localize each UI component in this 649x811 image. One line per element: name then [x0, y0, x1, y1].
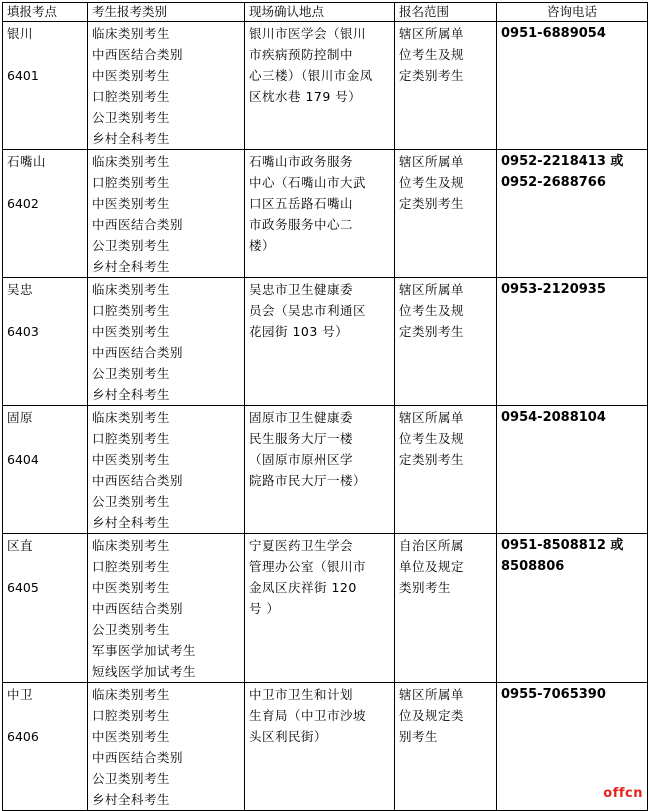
category-item: 中西医结合类别: [92, 47, 184, 62]
phone-number: 0952-2688766: [501, 175, 606, 190]
table-row: [3, 150, 648, 278]
phone-number: 0954-2088104: [501, 410, 606, 425]
table-row: [3, 406, 648, 534]
category-item: 乡村全科考生: [92, 515, 171, 530]
table-row: [3, 534, 648, 683]
address-line: 头区利民街）: [249, 729, 328, 744]
site-name: 固原: [7, 410, 34, 425]
category-item: 口腔类别考生: [92, 175, 171, 190]
category-item: 中医类别考生: [92, 452, 171, 467]
scope-line: 辖区所属单: [399, 410, 465, 425]
category-item: 乡村全科考生: [92, 792, 171, 807]
address-cell: [245, 534, 395, 683]
category-cell: [88, 150, 245, 278]
category-item: 公卫类别考生: [92, 771, 171, 786]
table-header-row: [3, 3, 648, 22]
address-line: 固原市卫生健康委: [249, 410, 354, 425]
category-item: 临床类别考生: [92, 538, 171, 553]
site-code: 6405: [7, 580, 39, 595]
category-cell: [88, 534, 245, 683]
address-line: 市政务服务中心二: [249, 217, 354, 232]
phone-number: 0951-6889054: [501, 26, 606, 41]
scope-cell: [395, 22, 497, 150]
phone-cell: [497, 278, 648, 406]
category-item: 公卫类别考生: [92, 110, 171, 125]
phone-number: 0951-8508812 或: [501, 538, 624, 553]
address-line: 石嘴山市政务服务: [249, 154, 354, 169]
category-item: 临床类别考生: [92, 26, 171, 41]
category-cell: [88, 683, 245, 811]
address-line: 口区五岳路石嘴山: [249, 196, 354, 211]
category-item: 口腔类别考生: [92, 559, 171, 574]
category-item: 临床类别考生: [92, 282, 171, 297]
scope-line: 定类别考生: [399, 452, 465, 467]
address-line: 市疾病预防控制中: [249, 47, 354, 62]
category-item: 中西医结合类别: [92, 217, 184, 232]
address-line: 民生服务大厅一楼: [249, 431, 354, 446]
scope-cell: [395, 534, 497, 683]
category-item: 临床类别考生: [92, 410, 171, 425]
scope-line: 位及规定类: [399, 708, 465, 723]
category-item: 军事医学加试考生: [92, 643, 197, 658]
table-row: [3, 22, 648, 150]
phone-number: 0952-2218413 或: [501, 154, 624, 169]
phone-cell: [497, 534, 648, 683]
site-name: 吴忠: [7, 282, 34, 297]
scope-line: 位考生及规: [399, 431, 465, 446]
phone-cell: [497, 22, 648, 150]
category-item: 乡村全科考生: [92, 131, 171, 146]
scope-line: 别考生: [399, 729, 439, 744]
site-cell: [3, 150, 88, 278]
scope-cell: [395, 406, 497, 534]
site-cell: [3, 278, 88, 406]
category-item: 中西医结合类别: [92, 601, 184, 616]
category-item: 中医类别考生: [92, 196, 171, 211]
scope-line: 类别考生: [399, 580, 452, 595]
category-item: 中西医结合类别: [92, 473, 184, 488]
table-body: [3, 22, 648, 811]
scope-line: 定类别考生: [399, 68, 465, 83]
header-address: 现场确认地点: [245, 3, 395, 22]
address-cell: [245, 150, 395, 278]
exam-site-table: [2, 2, 648, 811]
header-scope: 报名范围: [395, 3, 497, 22]
offcn-watermark: offcn: [603, 786, 643, 801]
address-line: 楼）: [249, 238, 276, 253]
category-item: 口腔类别考生: [92, 708, 171, 723]
table-row: [3, 683, 648, 811]
address-cell: [245, 683, 395, 811]
site-code: 6403: [7, 324, 39, 339]
category-item: 中西医结合类别: [92, 345, 184, 360]
address-line: 员会（吴忠市利通区: [249, 303, 367, 318]
scope-line: 位考生及规: [399, 303, 465, 318]
category-cell: [88, 22, 245, 150]
category-item: 临床类别考生: [92, 154, 171, 169]
address-line: 生育局（中卫市沙坡: [249, 708, 367, 723]
phone-cell: [497, 150, 648, 278]
category-item: 乡村全科考生: [92, 259, 171, 274]
scope-line: 自治区所属: [399, 538, 465, 553]
scope-line: 定类别考生: [399, 196, 465, 211]
category-item: 中医类别考生: [92, 729, 171, 744]
address-line: 区枕水巷 179 号）: [249, 89, 362, 104]
phone-number: 0955-7065390: [501, 687, 606, 702]
header-phone: 咨询电话: [497, 3, 648, 22]
site-name: 银川: [7, 26, 34, 41]
address-line: 吴忠市卫生健康委: [249, 282, 354, 297]
category-cell: [88, 406, 245, 534]
category-item: 口腔类别考生: [92, 89, 171, 104]
address-line: 银川市医学会（银川: [249, 26, 367, 41]
scope-line: 辖区所属单: [399, 26, 465, 41]
scope-line: 单位及规定: [399, 559, 465, 574]
category-item: 公卫类别考生: [92, 494, 171, 509]
address-line: 金凤区庆祥街 120: [249, 580, 357, 595]
phone-number: 0953-2120935: [501, 282, 606, 297]
category-item: 中西医结合类别: [92, 750, 184, 765]
category-item: 临床类别考生: [92, 687, 171, 702]
category-item: 中医类别考生: [92, 68, 171, 83]
category-item: 中医类别考生: [92, 324, 171, 339]
address-line: 中心（石嘴山市大武: [249, 175, 367, 190]
category-item: 中医类别考生: [92, 580, 171, 595]
address-line: 中卫市卫生和计划: [249, 687, 354, 702]
category-item: 短线医学加试考生: [92, 664, 197, 679]
site-code: 6406: [7, 729, 39, 744]
address-cell: [245, 406, 395, 534]
category-item: 乡村全科考生: [92, 387, 171, 402]
category-cell: [88, 278, 245, 406]
site-name: 区直: [7, 538, 34, 553]
scope-line: 位考生及规: [399, 175, 465, 190]
scope-line: 辖区所属单: [399, 687, 465, 702]
site-cell: [3, 683, 88, 811]
scope-line: 定类别考生: [399, 324, 465, 339]
category-item: 公卫类别考生: [92, 238, 171, 253]
site-code: 6401: [7, 68, 39, 83]
category-item: 口腔类别考生: [92, 431, 171, 446]
scope-cell: [395, 150, 497, 278]
table-row: [3, 278, 648, 406]
site-name: 石嘴山: [7, 154, 47, 169]
site-cell: [3, 534, 88, 683]
address-cell: [245, 22, 395, 150]
scope-cell: [395, 683, 497, 811]
scope-line: 位考生及规: [399, 47, 465, 62]
scope-line: 辖区所属单: [399, 154, 465, 169]
scope-cell: [395, 278, 497, 406]
scope-line: 辖区所属单: [399, 282, 465, 297]
address-line: 心三楼）（银川市金凤: [249, 68, 373, 83]
address-line: 院路市民大厅一楼）: [249, 473, 367, 488]
phone-cell: [497, 406, 648, 534]
address-line: 宁夏医药卫生学会: [249, 538, 354, 553]
address-cell: [245, 278, 395, 406]
category-item: 公卫类别考生: [92, 622, 171, 637]
site-cell: [3, 22, 88, 150]
phone-number: 8508806: [501, 559, 565, 574]
site-name: 中卫: [7, 687, 34, 702]
header-site: 填报考点: [3, 3, 88, 22]
address-line: 号 ）: [249, 601, 280, 616]
category-item: 口腔类别考生: [92, 303, 171, 318]
site-code: 6402: [7, 196, 39, 211]
category-item: 公卫类别考生: [92, 366, 171, 381]
address-line: 管理办公室（银川市: [249, 559, 367, 574]
site-code: 6404: [7, 452, 39, 467]
header-category: 考生报考类别: [88, 3, 245, 22]
site-cell: [3, 406, 88, 534]
address-line: （固原市原州区学: [249, 452, 354, 467]
address-line: 花园街 103 号）: [249, 324, 349, 339]
